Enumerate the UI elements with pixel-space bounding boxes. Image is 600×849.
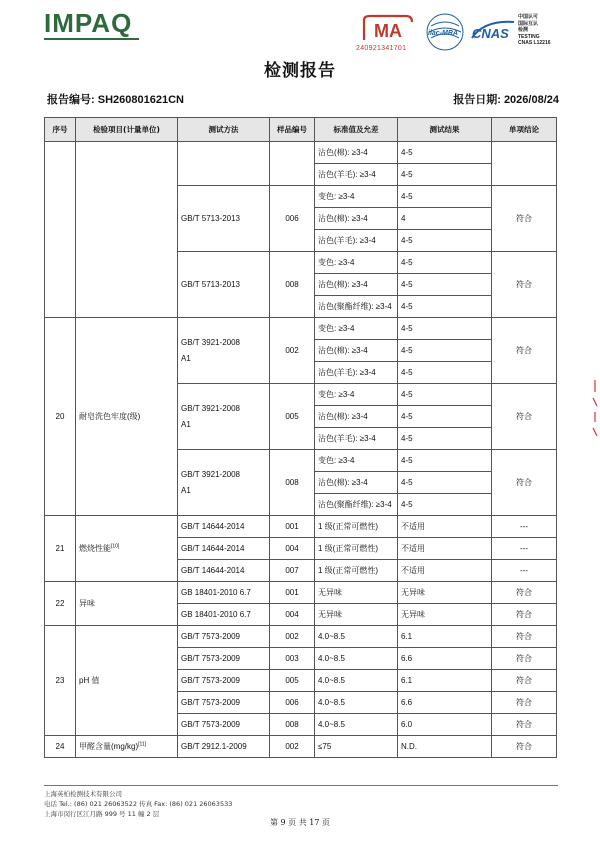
cell-no: 22 <box>45 582 76 626</box>
cell-sample: 004 <box>270 538 315 560</box>
cell-standard: 无异味 <box>315 604 398 626</box>
cell-method: GB/T 14644-2014 <box>178 538 270 560</box>
cell-sample: 001 <box>270 582 315 604</box>
cell-standard: 1 级(正常可燃性) <box>315 538 398 560</box>
cell-no: 24 <box>45 736 76 758</box>
table-row <box>45 516 557 538</box>
cell-result: 4-5 <box>398 362 492 384</box>
cell-conclusion: 符合 <box>492 648 557 670</box>
cell-result: 6.1 <box>398 670 492 692</box>
cell-standard: 沾色(棉): ≥3-4 <box>315 472 398 494</box>
cell-sample: 002 <box>270 626 315 648</box>
cell-sample: 002 <box>270 318 315 384</box>
cell-conclusion: --- <box>492 538 557 560</box>
cell-result: 无异味 <box>398 604 492 626</box>
method-line: A1 <box>181 485 191 495</box>
cell-method: GB 18401-2010 6.7 <box>178 604 270 626</box>
cell-result: 4-5 <box>398 230 492 252</box>
page-title: 检测报告 <box>264 61 336 81</box>
cell-standard: 变色: ≥3-4 <box>315 450 398 472</box>
report-date <box>453 91 559 107</box>
cell-result: 不适用 <box>398 538 492 560</box>
cell-sample: 004 <box>270 604 315 626</box>
cell-sample: 005 <box>270 384 315 450</box>
item-name: 燃烧性能 <box>79 544 111 553</box>
results-table <box>44 117 557 758</box>
cnas-accreditation-text <box>518 14 572 47</box>
cell-item: 异味 <box>76 582 178 626</box>
cell-method: GB/T 5713-2013 <box>178 186 270 252</box>
cell-standard: 沾色(棉): ≥3-4 <box>315 274 398 296</box>
cell-method <box>178 318 270 384</box>
cell-sample: 006 <box>270 186 315 252</box>
cell-conclusion: --- <box>492 516 557 538</box>
table-row <box>45 142 557 164</box>
cell-conclusion: 符合 <box>492 714 557 736</box>
cell-sample: 006 <box>270 692 315 714</box>
cell-conclusion: 符合 <box>492 186 557 252</box>
cell-sample <box>270 142 315 186</box>
cell-conclusion: 符合 <box>492 582 557 604</box>
table-row <box>45 736 557 758</box>
cell-result: 不适用 <box>398 560 492 582</box>
cell-result: 4-5 <box>398 296 492 318</box>
cell-standard: 4.0~8.5 <box>315 670 398 692</box>
cell-method: GB/T 5713-2013 <box>178 252 270 318</box>
report-number-value: SH260801621CN <box>97 94 184 106</box>
cell-result: 6.0 <box>398 714 492 736</box>
cell-sample: 001 <box>270 516 315 538</box>
cell-result: 4-5 <box>398 450 492 472</box>
cell-no: 20 <box>45 318 76 516</box>
cell-method: GB/T 14644-2014 <box>178 560 270 582</box>
cell-result: 不适用 <box>398 516 492 538</box>
cell-method <box>178 142 270 186</box>
col-header: 检验项目(计量单位) <box>76 118 178 142</box>
cell-standard: 沾色(羊毛): ≥3-4 <box>315 362 398 384</box>
report-date-value: 2026/08/24 <box>503 94 559 106</box>
footer-company: 上海英柏检测技术有限公司 <box>44 790 122 798</box>
cell-sample: 008 <box>270 252 315 318</box>
cell-item: 耐皂洗色牢度(级) <box>76 318 178 516</box>
cell-conclusion: 符合 <box>492 670 557 692</box>
col-header: 单项结论 <box>492 118 557 142</box>
report-number <box>47 91 184 107</box>
cell-result: 4-5 <box>398 318 492 340</box>
cell-result: 4 <box>398 208 492 230</box>
cell-result: 4-5 <box>398 428 492 450</box>
cell-conclusion: 符合 <box>492 736 557 758</box>
cnas-mark <box>470 16 518 44</box>
footer <box>44 789 232 819</box>
cell-sample: 008 <box>270 450 315 516</box>
cell-conclusion: 符合 <box>492 626 557 648</box>
cell-item <box>76 736 178 758</box>
cell-standard: 沾色(聚酯纤维): ≥3-4 <box>315 296 398 318</box>
footer-phone: 电话 Tel.: (86) 021 26063522 传真 Fax: (86) 021 26063533 <box>44 800 233 808</box>
cell-standard: 4.0~8.5 <box>315 648 398 670</box>
cell-standard: 4.0~8.5 <box>315 692 398 714</box>
cell-standard: 变色: ≥3-4 <box>315 186 398 208</box>
col-header: 标准值及允差 <box>315 118 398 142</box>
method-line: A1 <box>181 353 191 363</box>
footer-address: 上海市闵行区江月路 999 号 11 幢 2 层 <box>44 810 160 818</box>
cell-no: 23 <box>45 626 76 736</box>
cell-method: GB/T 7573-2009 <box>178 626 270 648</box>
table-row <box>45 626 557 648</box>
cell-result: 4-5 <box>398 384 492 406</box>
results-table-wrapper <box>44 117 557 758</box>
cell-standard: 变色: ≥3-4 <box>315 252 398 274</box>
cell-standard: ≤75 <box>315 736 398 758</box>
cell-method: GB/T 7573-2009 <box>178 692 270 714</box>
cell-conclusion: 符合 <box>492 384 557 450</box>
col-header: 样品编号 <box>270 118 315 142</box>
cell-result: 4-5 <box>398 494 492 516</box>
cell-standard: 沾色(羊毛): ≥3-4 <box>315 164 398 186</box>
cell-result: 无异味 <box>398 582 492 604</box>
cell-conclusion: 符合 <box>492 692 557 714</box>
cell-result: 4-5 <box>398 472 492 494</box>
cell-result: 4-5 <box>398 252 492 274</box>
cell-no <box>45 142 76 318</box>
cnas-text-line: 中国认可 <box>518 14 539 20</box>
cell-standard: 沾色(羊毛): ≥3-4 <box>315 230 398 252</box>
cell-result: 6.6 <box>398 692 492 714</box>
cell-standard: 沾色(羊毛): ≥3-4 <box>315 428 398 450</box>
cell-method: GB/T 2912.1-2009 <box>178 736 270 758</box>
cell-conclusion: 符合 <box>492 604 557 626</box>
cell-standard: 1 级(正常可燃性) <box>315 560 398 582</box>
item-ref: [10] <box>111 543 120 550</box>
cell-result: 4-5 <box>398 186 492 208</box>
cell-sample: 002 <box>270 736 315 758</box>
cnas-mark-label: CNAS <box>472 26 509 41</box>
cell-no: 21 <box>45 516 76 582</box>
cell-conclusion: 符合 <box>492 318 557 384</box>
cnas-text-line: 国际互认 <box>518 20 539 27</box>
col-header: 序号 <box>45 118 76 142</box>
cell-conclusion <box>492 142 557 186</box>
report-number-label: 报告编号: <box>47 94 95 106</box>
cma-certification-mark <box>360 14 416 42</box>
cell-method: GB 18401-2010 6.7 <box>178 582 270 604</box>
seal-edge-mark <box>592 378 598 438</box>
method-line: GB/T 3921-2008 <box>181 337 241 347</box>
logo-underline <box>44 38 139 40</box>
cell-standard: 沾色(棉): ≥3-4 <box>315 208 398 230</box>
cnas-text-line: TESTING <box>518 33 540 40</box>
cell-standard: 沾色(棉): ≥3-4 <box>315 340 398 362</box>
cnas-text-line: 检测 <box>518 27 529 33</box>
cell-standard: 4.0~8.5 <box>315 714 398 736</box>
col-header: 测试结果 <box>398 118 492 142</box>
cell-conclusion: 符合 <box>492 252 557 318</box>
method-line: GB/T 3921-2008 <box>181 403 241 413</box>
cell-method <box>178 450 270 516</box>
cell-result: 6.6 <box>398 648 492 670</box>
cell-item <box>76 516 178 582</box>
cell-standard: 变色: ≥3-4 <box>315 384 398 406</box>
method-line: GB/T 3921-2008 <box>181 469 241 479</box>
cell-item <box>76 142 178 318</box>
cell-result: 4-5 <box>398 340 492 362</box>
cell-standard: 沾色(聚酯纤维): ≥3-4 <box>315 494 398 516</box>
cell-result: 4-5 <box>398 274 492 296</box>
cma-number: 240921341701 <box>356 45 407 52</box>
col-header: 测试方法 <box>178 118 270 142</box>
cell-method: GB/T 7573-2009 <box>178 714 270 736</box>
cell-standard: 4.0~8.5 <box>315 626 398 648</box>
cell-result: 4-5 <box>398 406 492 428</box>
table-header-row <box>45 118 557 142</box>
method-line: A1 <box>181 419 191 429</box>
cell-method: GB/T 7573-2009 <box>178 670 270 692</box>
cell-sample: 005 <box>270 670 315 692</box>
report-date-label: 报告日期: <box>453 94 501 106</box>
cell-conclusion: --- <box>492 560 557 582</box>
company-logo: IMPAQ <box>44 8 133 38</box>
page-number: 第 9 页 共 17 页 <box>270 818 330 827</box>
cma-mark-label: MA <box>374 21 402 41</box>
cnas-text-line: CNAS L12216 <box>518 40 551 46</box>
footer-divider <box>44 785 558 786</box>
cell-sample: 008 <box>270 714 315 736</box>
cell-standard: 无异味 <box>315 582 398 604</box>
cell-standard: 1 级(正常可燃性) <box>315 516 398 538</box>
cell-standard: 沾色(棉): ≥3-4 <box>315 406 398 428</box>
cell-conclusion: 符合 <box>492 450 557 516</box>
table-row <box>45 318 557 340</box>
ilac-mra-label: ilac-MRA <box>428 30 458 37</box>
cell-method <box>178 384 270 450</box>
cell-item: pH 值 <box>76 626 178 736</box>
cell-result: 4-5 <box>398 142 492 164</box>
table-row <box>45 582 557 604</box>
item-ref: [11] <box>138 741 147 748</box>
cell-method: GB/T 14644-2014 <box>178 516 270 538</box>
cell-result: 4-5 <box>398 164 492 186</box>
cell-result: 6.1 <box>398 626 492 648</box>
cell-standard: 沾色(棉): ≥3-4 <box>315 142 398 164</box>
item-name: 甲醛含量(mg/kg) <box>79 742 139 751</box>
cell-standard: 变色: ≥3-4 <box>315 318 398 340</box>
cell-sample: 007 <box>270 560 315 582</box>
cell-result: N.D. <box>398 736 492 758</box>
cell-sample: 003 <box>270 648 315 670</box>
cell-method: GB/T 7573-2009 <box>178 648 270 670</box>
